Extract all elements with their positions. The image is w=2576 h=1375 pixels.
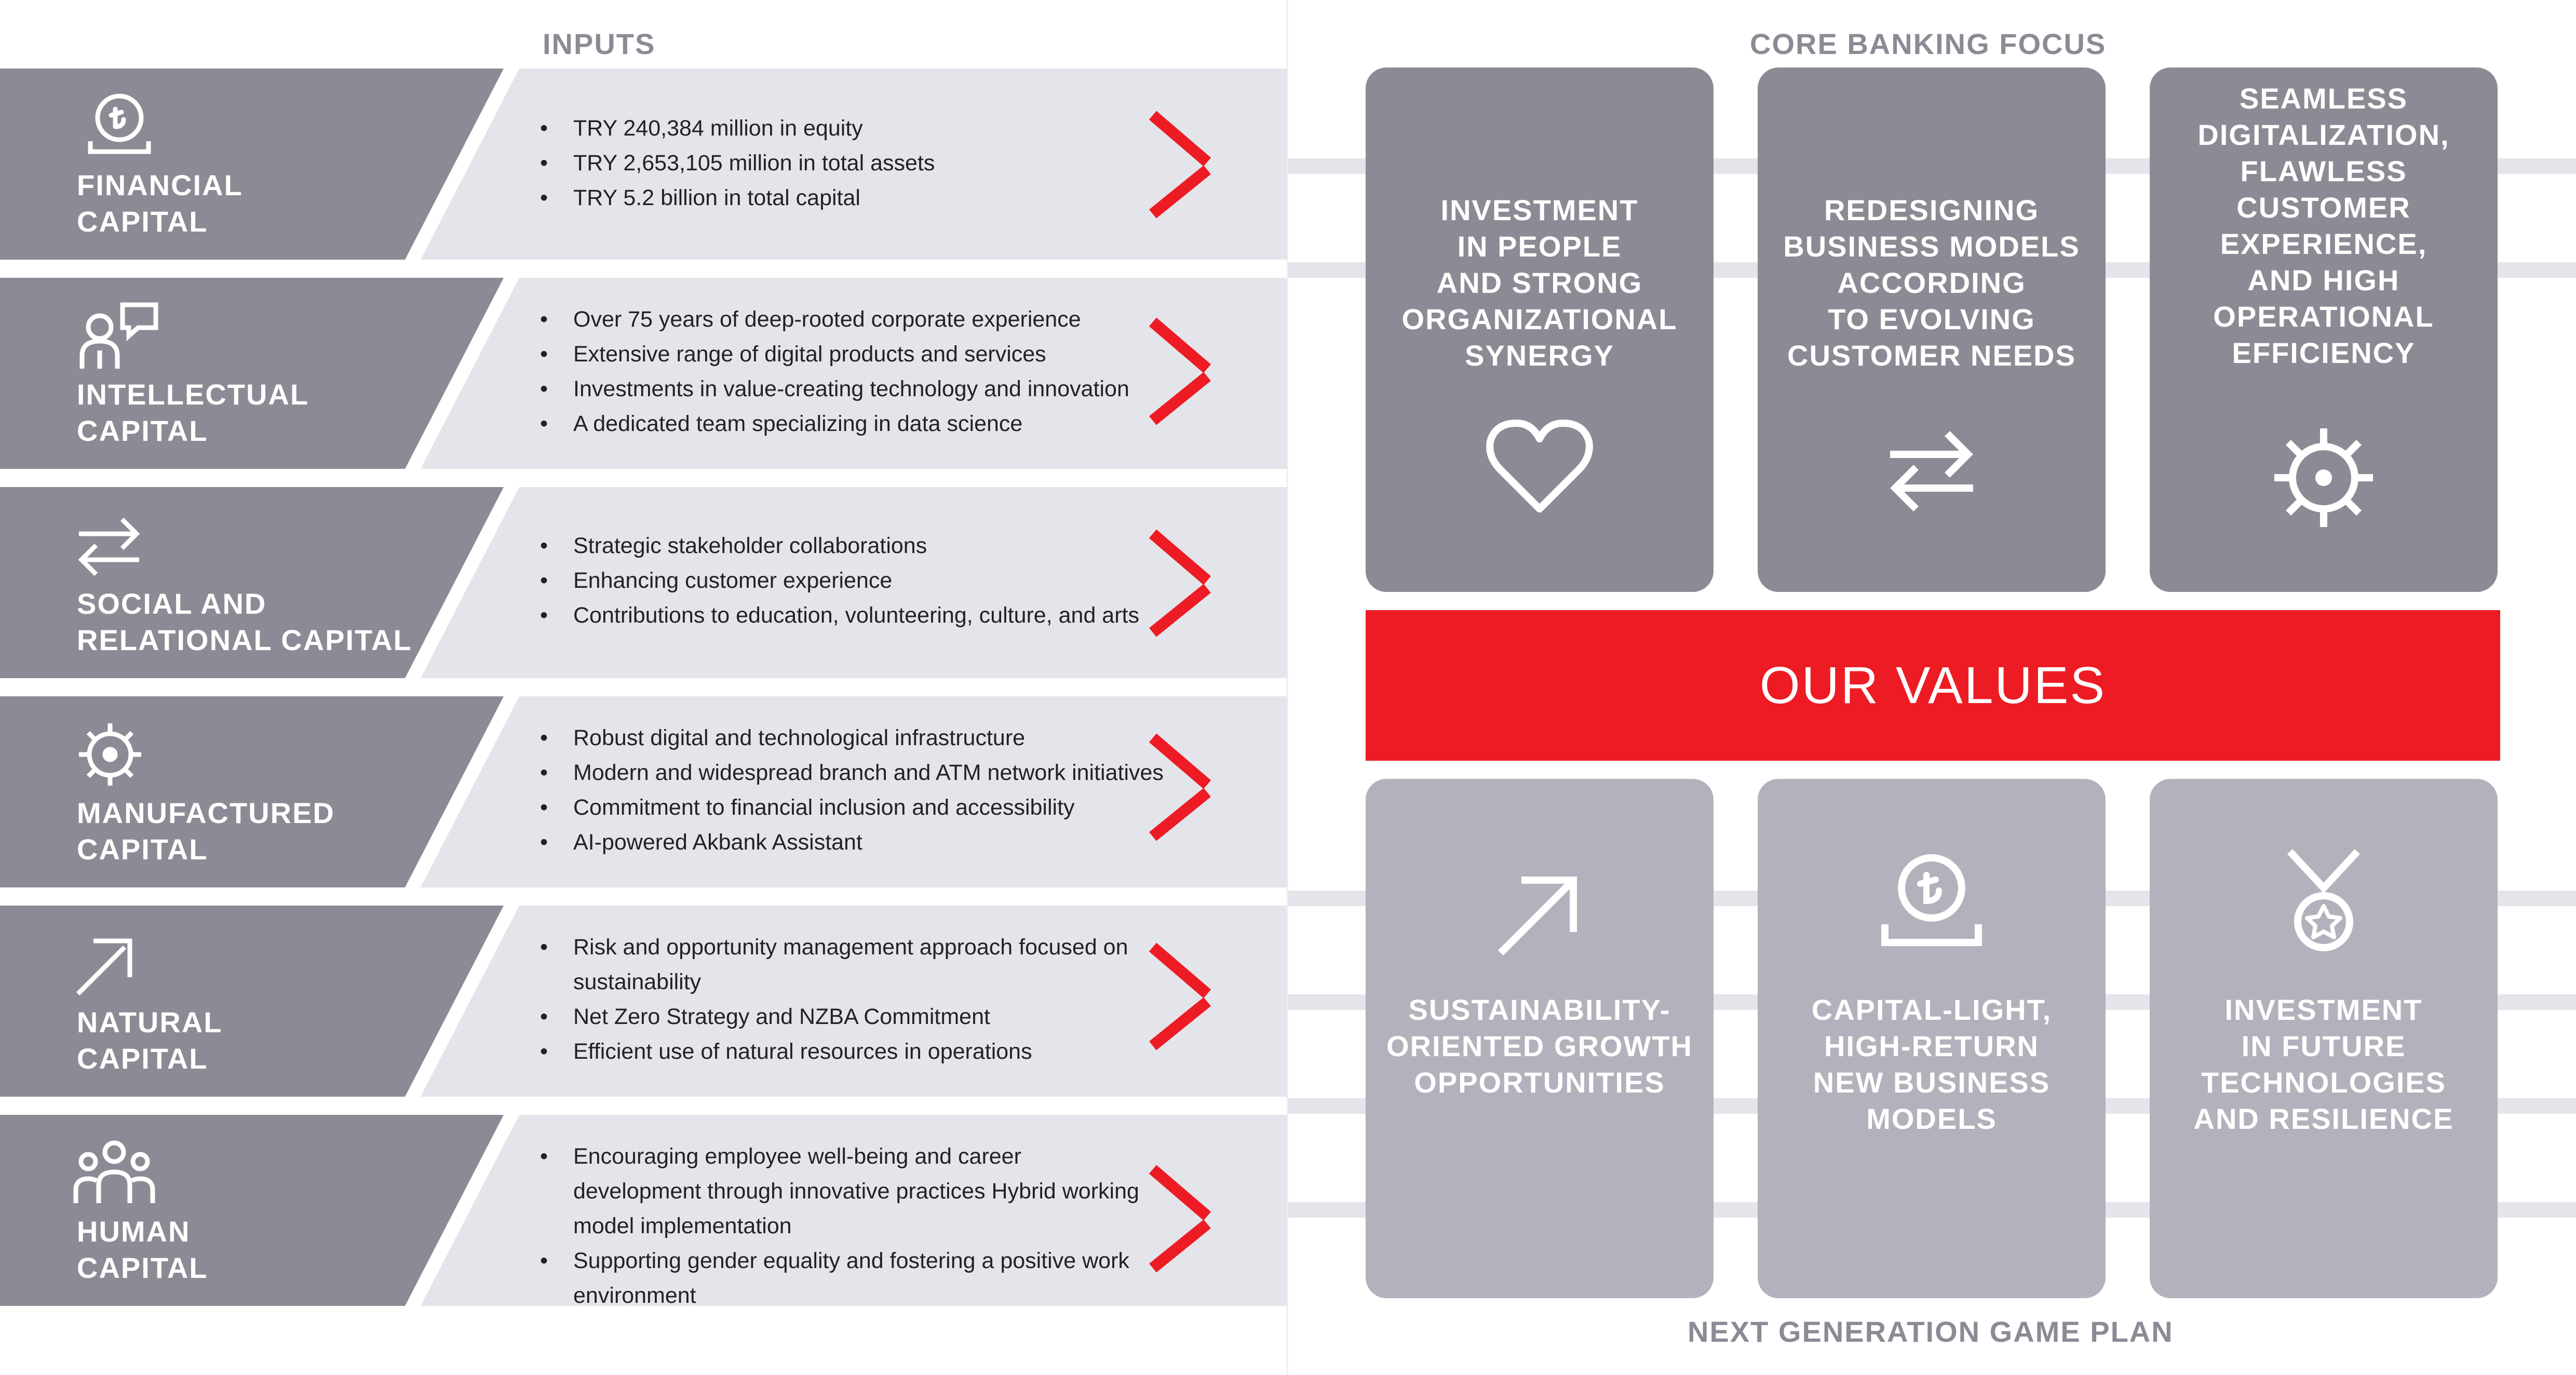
list-item: • TRY 2,653,105 million in total assets	[540, 146, 1194, 181]
chevron-right-icon	[1148, 317, 1215, 426]
chevron-right-icon	[1148, 733, 1215, 842]
list-item: • Investments in value-creating technology and innovation	[540, 372, 1194, 407]
coin-icon	[73, 89, 161, 162]
gear-icon	[73, 717, 161, 790]
capital-label: SOCIAL AND RELATIONAL CAPITAL	[77, 587, 412, 656]
gear-icon	[2267, 421, 2381, 535]
medal-icon	[2267, 846, 2381, 961]
capital-row-manufactured	[0, 696, 1287, 887]
game-plan-card-future-tech	[2150, 779, 2498, 1298]
chevron-right-icon	[1148, 529, 1215, 638]
capital-row-natural	[0, 906, 1287, 1097]
capital-row-intellectual	[0, 278, 1287, 469]
game-plan-card-capital-light	[1758, 779, 2106, 1298]
exchange-arrows-icon	[1874, 410, 1989, 524]
list-item: • TRY 240,384 million in equity	[540, 111, 1194, 146]
capital-row-social	[0, 487, 1287, 678]
capital-label: NATURAL CAPITAL	[77, 1006, 223, 1075]
list-item: • Net Zero Strategy and NZBA Commitment	[540, 1000, 1194, 1034]
inputs-heading: INPUTS	[543, 28, 656, 60]
game-plan-card-sustainability	[1366, 779, 1714, 1298]
capital-bullet-list	[540, 721, 1194, 860]
list-item: • AI-powered Akbank Assistant	[540, 825, 1194, 860]
list-item: • Risk and opportunity management approach focused on sustainability	[540, 930, 1194, 1000]
card-text: REDESIGNING BUSINESS MODELS ACCORDING TO EVOLVING CUSTOMER NEEDS	[1783, 194, 2080, 372]
card-text: INVESTMENT IN PEOPLE AND STRONG ORGANIZATIONAL SYNERGY	[1401, 194, 1678, 372]
chevron-right-icon	[1148, 110, 1215, 219]
people-group-icon	[73, 1136, 161, 1208]
card-text: INVESTMENT IN FUTURE TECHNOLOGIES AND RESILIENCE	[2193, 993, 2454, 1135]
card-text: SEAMLESS DIGITALIZATION, FLAWLESS CUSTOMER EXPERIENCE, AND HIGH OPERATIONAL EFFICIENCY	[2197, 82, 2450, 369]
capital-label: FINANCIAL CAPITAL	[77, 169, 243, 238]
list-item: • Robust digital and technological infrastructure	[540, 721, 1194, 756]
capital-bullet-list	[540, 930, 1194, 1069]
heart-icon	[1482, 410, 1597, 524]
card-text: SUSTAINABILITY- ORIENTED GROWTH OPPORTUNITIES	[1386, 993, 1693, 1099]
vertical-divider	[1287, 0, 1288, 1375]
capital-label: HUMAN CAPITAL	[77, 1215, 208, 1284]
list-item: • Supporting gender equality and fostering a positive work environment	[540, 1244, 1153, 1313]
capital-row-financial	[0, 69, 1287, 260]
list-item: • Strategic stakeholder collaborations	[540, 529, 1194, 563]
chevron-right-icon	[1148, 1164, 1215, 1273]
arrow-up-right-icon	[1482, 857, 1597, 971]
capital-label: MANUFACTURED CAPITAL	[77, 797, 335, 866]
capital-bullet-list	[540, 1139, 1153, 1313]
our-values-banner: OUR VALUES	[1366, 610, 2500, 761]
arrow-up-right-icon	[73, 926, 161, 999]
capital-bullet-list	[540, 529, 1194, 633]
list-item: • Modern and widespread branch and ATM network initiatives	[540, 756, 1194, 790]
exchange-arrows-icon	[73, 508, 161, 581]
list-item: • Over 75 years of deep-rooted corporate experience	[540, 302, 1194, 337]
coin-icon	[1874, 846, 1989, 961]
list-item: • Commitment to financial inclusion and accessibility	[540, 790, 1194, 825]
capital-bullet-list	[540, 111, 1194, 215]
list-item: • Efficient use of natural resources in operations	[540, 1034, 1194, 1069]
list-item: • A dedicated team specializing in data science	[540, 407, 1194, 441]
core-banking-focus-heading: CORE BANKING FOCUS	[1750, 28, 2107, 60]
chevron-right-icon	[1148, 942, 1215, 1051]
list-item: • Extensive range of digital products and services	[540, 337, 1194, 372]
list-item: • Contributions to education, volunteering, culture, and arts	[540, 598, 1194, 633]
list-item: • Encouraging employee well-being and career development through innovative practices Hybrid working model implementation	[540, 1139, 1153, 1244]
capital-row-human	[0, 1115, 1287, 1306]
capital-label: INTELLECTUAL CAPITAL	[77, 378, 309, 447]
list-item: • TRY 5.2 billion in total capital	[540, 181, 1194, 215]
person-speech-icon	[73, 299, 161, 371]
capital-bullet-list	[540, 302, 1194, 441]
next-generation-game-plan-heading: NEXT GENERATION GAME PLAN	[1688, 1315, 2174, 1348]
core-focus-card-people	[1366, 68, 1714, 592]
card-text: CAPITAL-LIGHT, HIGH-RETURN NEW BUSINESS MODELS	[1811, 993, 2052, 1135]
list-item: • Enhancing customer experience	[540, 563, 1194, 598]
core-focus-card-business-models	[1758, 68, 2106, 592]
core-focus-card-digitalization	[2150, 68, 2498, 592]
